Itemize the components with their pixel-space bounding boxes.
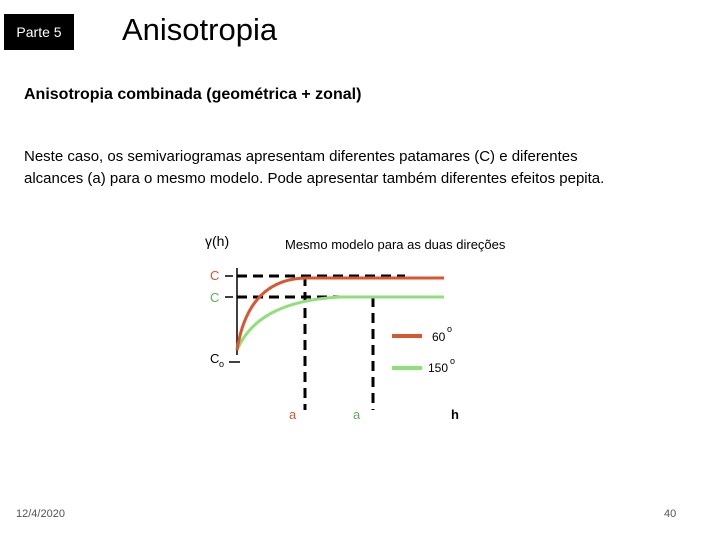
footer-date: 12/4/2020 [16, 508, 65, 520]
y-axis-label: γ(h) [205, 233, 230, 249]
description-line-1: Neste caso, os semivariogramas apresentam diferentes patamares (C) e diferentes [24, 148, 578, 165]
legend-degree-60: o [447, 324, 453, 334]
nugget-label: C [210, 351, 220, 366]
curve-150-deg [237, 297, 444, 350]
description-line-2: alcances (a) para o mesmo modelo. Pode apresentar também diferentes efeitos pepita. [24, 170, 605, 187]
legend-degree-150: o [450, 356, 456, 366]
section-badge: Parte 5 [4, 14, 74, 50]
subtitle: Anisotropia combinada (geométrica + zonal) [24, 86, 362, 103]
sill-label-1: C [210, 268, 220, 283]
nugget-subscript: o [219, 359, 225, 369]
page-title: Anisotropia [122, 12, 278, 47]
legend-label-60: 60 [432, 330, 446, 344]
x-axis-label: h [451, 407, 459, 422]
sill-label-2: C [210, 290, 220, 305]
diagram-caption: Mesmo modelo para as duas direções [285, 237, 506, 252]
range-label-1: a [289, 407, 297, 422]
range-label-2: a [353, 407, 361, 422]
page-number: 40 [664, 508, 677, 520]
legend-label-150: 150 [428, 361, 449, 375]
